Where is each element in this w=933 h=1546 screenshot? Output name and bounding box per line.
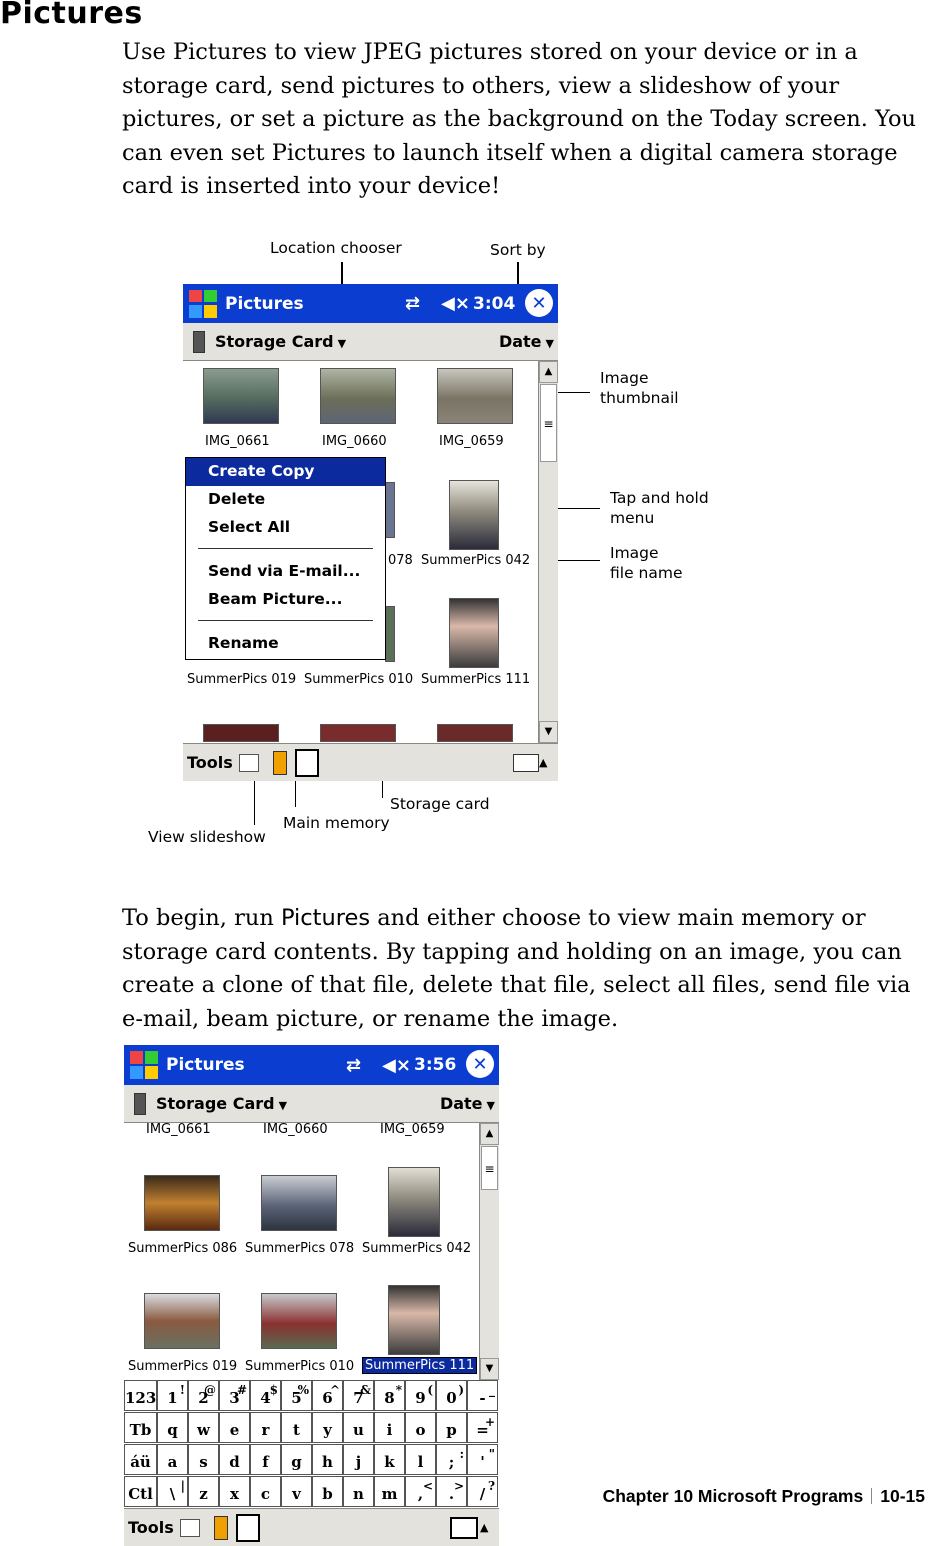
scroll-up-icon[interactable]: ▲ bbox=[480, 1123, 499, 1145]
keyboard-key[interactable]: f bbox=[250, 1444, 281, 1475]
thumbnail[interactable] bbox=[261, 1175, 337, 1231]
tap-and-hold-menu bbox=[185, 457, 386, 660]
keyboard-key[interactable]: h bbox=[312, 1444, 343, 1475]
thumbnail[interactable] bbox=[320, 724, 396, 742]
keyboard-key[interactable]: x bbox=[219, 1476, 250, 1507]
keyboard-key[interactable]: 5 % bbox=[281, 1380, 312, 1411]
close-icon[interactable]: ✕ bbox=[525, 289, 553, 317]
keyboard-key[interactable]: 123 bbox=[124, 1380, 157, 1411]
intro-paragraph: Use Pictures to view JPEG pictures stored on your device or in a storage card, send pictures to others, view a slideshow of your pictures, or set a picture as the background on the Today screen. You can even set Pictures to launch itself when a digital camera storage card is inserted into your device! bbox=[122, 39, 917, 199]
tools-menu[interactable]: Tools bbox=[128, 1518, 174, 1537]
keyboard-key[interactable]: y bbox=[312, 1412, 343, 1443]
keyboard-key[interactable]: 7 & bbox=[343, 1380, 374, 1411]
file-name: IMG_0659 bbox=[439, 434, 504, 449]
keyboard-key[interactable]: 6 ^ bbox=[312, 1380, 343, 1411]
keyboard-key[interactable]: . > bbox=[436, 1476, 467, 1507]
scrollbar[interactable] bbox=[479, 1123, 499, 1380]
close-icon[interactable]: ✕ bbox=[466, 1050, 494, 1078]
keyboard-key[interactable]: l bbox=[405, 1444, 436, 1475]
label-image-file-name: Image file name bbox=[610, 544, 683, 582]
keyboard-key[interactable]: / ? bbox=[467, 1476, 498, 1507]
menu-create-copy[interactable]: Create Copy bbox=[208, 462, 315, 480]
app-title: Pictures bbox=[225, 293, 304, 314]
label-location-chooser: Location chooser bbox=[270, 239, 402, 257]
keyboard-key[interactable]: 4 $ bbox=[250, 1380, 281, 1411]
label-image-thumbnail: Image thumbnail bbox=[600, 369, 679, 407]
clock[interactable]: 3:56 bbox=[414, 1055, 457, 1075]
file-name: SummerPics 010 bbox=[304, 672, 414, 687]
file-name: SummerPics 010 bbox=[245, 1359, 355, 1374]
thumbnail[interactable] bbox=[320, 368, 396, 424]
keyboard-key[interactable]: b bbox=[312, 1476, 343, 1507]
storage-card-icon bbox=[134, 1093, 146, 1115]
connectivity-icon[interactable]: ⇄ bbox=[405, 293, 421, 314]
speaker-icon[interactable]: ◀× bbox=[441, 293, 470, 314]
menu-select-all[interactable]: Select All bbox=[208, 518, 291, 536]
label-sort-by: Sort by bbox=[490, 241, 546, 259]
keyboard-key[interactable]: j bbox=[343, 1444, 374, 1475]
label-view-slideshow: View slideshow bbox=[148, 828, 266, 846]
keyboard-key[interactable]: z bbox=[188, 1476, 219, 1507]
keyboard-key[interactable]: = + bbox=[467, 1412, 498, 1443]
file-name: SummerPics 086 bbox=[128, 1241, 238, 1256]
slideshow-icon[interactable] bbox=[239, 754, 259, 772]
scroll-down-icon[interactable]: ▼ bbox=[539, 721, 558, 743]
file-name: SummerPics 019 bbox=[128, 1359, 238, 1374]
start-icon[interactable] bbox=[130, 1051, 158, 1079]
menu-send-email[interactable]: Send via E-mail... bbox=[208, 562, 361, 580]
thumbnail[interactable] bbox=[437, 724, 513, 742]
keyboard-key[interactable]: a bbox=[157, 1444, 188, 1475]
title-bar bbox=[183, 284, 558, 323]
keyboard-key[interactable]: 9 ( bbox=[405, 1380, 436, 1411]
scrollbar[interactable] bbox=[538, 361, 558, 743]
usage-paragraph: To begin, run Pictures and either choose to view main memory or storage card contents. By tapping and holding on an image, you can create a clone of that file, delete that file, select all files, send file via e-mail, beam picture, or rename the image. bbox=[122, 905, 911, 1032]
input-panel-arrow-icon[interactable]: ▲ bbox=[539, 756, 548, 769]
location-chooser[interactable]: Storage Card ▼ bbox=[215, 332, 347, 351]
tools-menu[interactable]: Tools bbox=[187, 753, 233, 772]
start-icon[interactable] bbox=[189, 290, 217, 318]
bottom-toolbar bbox=[183, 743, 558, 781]
keyboard-key[interactable]: t bbox=[281, 1412, 312, 1443]
keyboard-key[interactable]: s bbox=[188, 1444, 219, 1475]
keyboard-key[interactable]: Ctl bbox=[124, 1476, 157, 1507]
keyboard-key[interactable]: k bbox=[374, 1444, 405, 1475]
keyboard-key[interactable]: 8 * bbox=[374, 1380, 405, 1411]
storage-card-icon bbox=[193, 331, 205, 353]
location-bar bbox=[124, 1085, 499, 1123]
thumbnail[interactable] bbox=[388, 1167, 440, 1237]
app-title: Pictures bbox=[166, 1055, 245, 1075]
keyboard-key[interactable]: n bbox=[343, 1476, 374, 1507]
thumbnail[interactable] bbox=[437, 368, 513, 424]
menu-divider bbox=[198, 548, 373, 549]
thumbnail[interactable] bbox=[203, 724, 279, 742]
keyboard-key[interactable]: i bbox=[374, 1412, 405, 1443]
keyboard-key[interactable]: , < bbox=[405, 1476, 436, 1507]
keyboard-key[interactable]: ' " bbox=[467, 1444, 498, 1475]
menu-divider bbox=[198, 620, 373, 621]
keyboard-key[interactable]: p bbox=[436, 1412, 467, 1443]
keyboard-key[interactable]: g bbox=[281, 1444, 312, 1475]
keyboard-key[interactable]: c bbox=[250, 1476, 281, 1507]
keyboard-key[interactable]: \ | bbox=[157, 1476, 188, 1507]
keyboard-key[interactable]: Tb bbox=[124, 1412, 157, 1443]
thumbnail[interactable] bbox=[144, 1293, 220, 1349]
speaker-icon[interactable]: ◀× bbox=[382, 1054, 411, 1076]
keyboard-key[interactable]: 0 ) bbox=[436, 1380, 467, 1411]
file-name: SummerPics 042 bbox=[362, 1241, 472, 1256]
file-name: IMG_0661 bbox=[146, 1122, 211, 1137]
main-memory-icon[interactable] bbox=[273, 751, 287, 775]
scroll-down-icon[interactable]: ▼ bbox=[480, 1358, 499, 1380]
thumbnail[interactable] bbox=[449, 598, 499, 668]
menu-delete[interactable]: Delete bbox=[208, 490, 266, 508]
keyboard-key[interactable]: áü bbox=[124, 1444, 157, 1475]
keyboard-key[interactable]: w bbox=[188, 1412, 219, 1443]
label-main-memory: Main memory bbox=[283, 814, 390, 832]
bottom-toolbar bbox=[124, 1508, 499, 1546]
keyboard-key[interactable]: - _ bbox=[467, 1380, 498, 1411]
file-name: SummerPics 042 bbox=[421, 553, 531, 568]
thumbnail[interactable] bbox=[385, 606, 395, 662]
soft-keyboard bbox=[124, 1380, 499, 1508]
keyboard-key[interactable]: e bbox=[219, 1412, 250, 1443]
keyboard-icon[interactable] bbox=[513, 754, 539, 772]
file-name: 078 bbox=[388, 553, 413, 568]
thumbnail[interactable] bbox=[261, 1293, 337, 1349]
connectivity-icon[interactable]: ⇄ bbox=[346, 1054, 362, 1076]
page-number: 10-15 bbox=[880, 1486, 925, 1506]
keyboard-key[interactable]: 3 # bbox=[219, 1380, 250, 1411]
page-heading: Pictures bbox=[0, 0, 143, 31]
keyboard-icon[interactable] bbox=[450, 1517, 478, 1539]
scroll-thumb[interactable]: ≡ bbox=[540, 384, 557, 462]
thumbnail[interactable] bbox=[449, 480, 499, 550]
slideshow-icon[interactable] bbox=[180, 1519, 200, 1537]
scroll-thumb[interactable]: ≡ bbox=[481, 1146, 498, 1190]
keyboard-key[interactable]: u bbox=[343, 1412, 374, 1443]
rename-input[interactable]: SummerPics 111 bbox=[362, 1357, 477, 1374]
input-panel-arrow-icon[interactable]: ▲ bbox=[480, 1521, 489, 1534]
file-name: IMG_0660 bbox=[263, 1122, 328, 1137]
thumbnail[interactable] bbox=[388, 1285, 440, 1355]
keyboard-key[interactable]: m bbox=[374, 1476, 405, 1507]
scroll-up-icon[interactable]: ▲ bbox=[539, 361, 558, 383]
title-bar bbox=[124, 1045, 499, 1085]
menu-beam-picture[interactable]: Beam Picture... bbox=[208, 590, 343, 608]
file-name: IMG_0659 bbox=[380, 1122, 445, 1137]
keyboard-key[interactable]: ; : bbox=[436, 1444, 467, 1475]
main-memory-icon[interactable] bbox=[214, 1516, 228, 1540]
storage-card-button-icon[interactable] bbox=[236, 1514, 260, 1542]
sort-by-dropdown[interactable]: Date ▼ bbox=[439, 1094, 495, 1113]
keyboard-key[interactable]: q bbox=[157, 1412, 188, 1443]
keyboard-key[interactable]: o bbox=[405, 1412, 436, 1443]
keyboard-key[interactable]: d bbox=[219, 1444, 250, 1475]
thumbnail[interactable] bbox=[203, 368, 279, 424]
keyboard-key[interactable]: v bbox=[281, 1476, 312, 1507]
keyboard-key[interactable]: 2 @ bbox=[188, 1380, 219, 1411]
sort-by-dropdown[interactable]: Date ▼ bbox=[498, 332, 554, 351]
file-name: SummerPics 111 bbox=[421, 672, 531, 687]
file-name: IMG_0660 bbox=[322, 434, 387, 449]
app-name: Pictures bbox=[280, 905, 371, 931]
location-bar bbox=[183, 323, 558, 361]
file-name: SummerPics 019 bbox=[187, 672, 297, 687]
menu-rename[interactable]: Rename bbox=[208, 634, 279, 652]
keyboard-key[interactable]: r bbox=[250, 1412, 281, 1443]
file-name: IMG_0661 bbox=[205, 434, 270, 449]
page-footer bbox=[603, 1486, 925, 1507]
chapter-title: Chapter 10 Microsoft Programs bbox=[602, 1486, 864, 1506]
location-chooser[interactable]: Storage Card ▼ bbox=[156, 1094, 288, 1113]
label-storage-card: Storage card bbox=[390, 795, 490, 813]
clock[interactable]: 3:04 bbox=[473, 293, 516, 314]
label-tap-hold-menu: Tap and hold menu bbox=[610, 489, 709, 527]
thumbnail[interactable] bbox=[144, 1175, 220, 1231]
thumbnail[interactable] bbox=[385, 482, 395, 538]
keyboard-key[interactable]: 1 ! bbox=[157, 1380, 188, 1411]
storage-card-button-icon[interactable] bbox=[295, 749, 319, 777]
file-name: SummerPics 078 bbox=[245, 1241, 355, 1256]
